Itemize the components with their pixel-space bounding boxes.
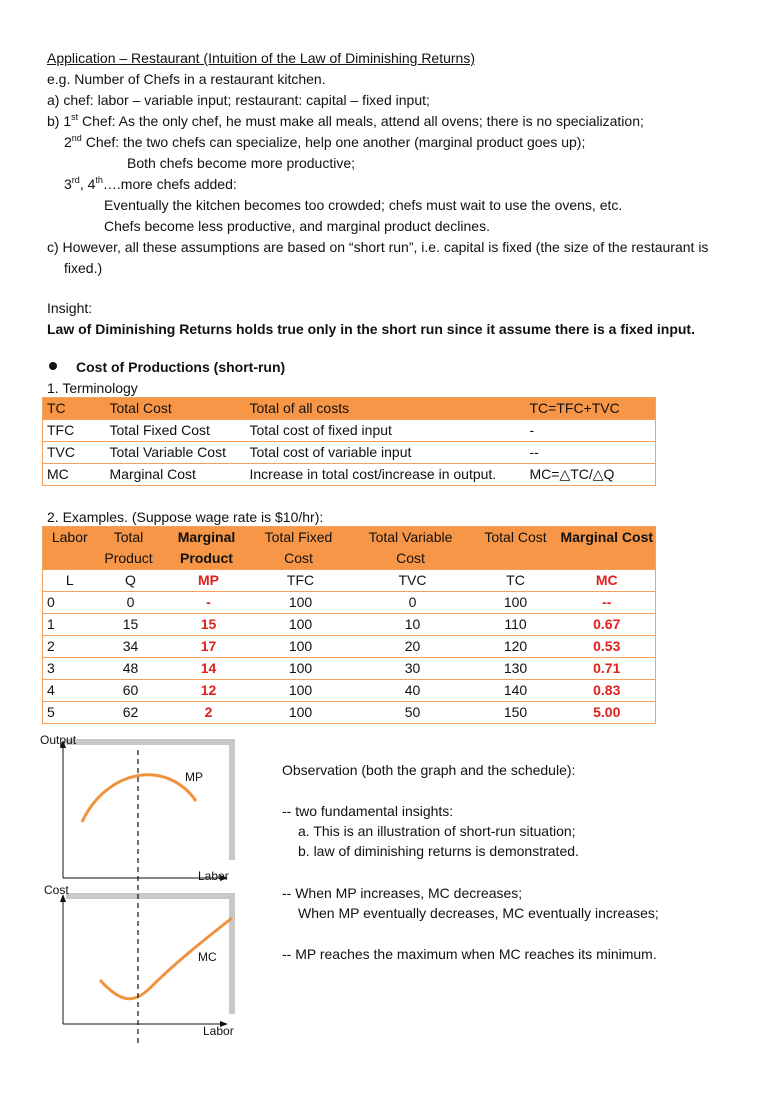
table-cell: Total Variable Cost <box>106 442 246 464</box>
mp-curve-label: MP <box>185 770 203 784</box>
header-total-variable-cost: Total Variable Cost <box>349 527 473 570</box>
table-cell: 140 <box>473 680 555 702</box>
table-cell: 3 <box>43 658 93 680</box>
top-x-label: Labor <box>198 869 229 883</box>
table-cell: MP <box>165 570 249 592</box>
table-row <box>43 636 656 658</box>
table-cell: 120 <box>473 636 555 658</box>
table-row <box>43 658 656 680</box>
table-cell: Total Cost <box>106 398 246 420</box>
text: b) 1 <box>47 113 72 129</box>
text: ….more chefs added: <box>102 176 237 192</box>
example-line: e.g. Number of Chefs in a restaurant kitchen. <box>47 71 326 87</box>
observation-line: -- When MP increases, MC decreases; <box>282 885 523 901</box>
table-header-row <box>43 527 656 570</box>
table-cell: 100 <box>249 614 349 636</box>
table-cell: 40 <box>349 680 473 702</box>
table-cell: MC <box>43 464 106 486</box>
table-row <box>43 442 656 464</box>
header-marginal-cost: Marginal Cost <box>555 527 656 570</box>
text: , 4 <box>79 176 96 192</box>
table-row <box>43 570 656 592</box>
table-cell: TC <box>473 570 555 592</box>
point-a: a) chef: labor – variable input; restaurant: capital – fixed input; <box>47 92 430 108</box>
table-cell: 48 <box>93 658 165 680</box>
table-row <box>43 398 656 420</box>
table-cell: 12 <box>165 680 249 702</box>
observation-line: -- two fundamental insights: <box>282 803 454 819</box>
header-total-cost: Total Cost <box>473 527 555 570</box>
table-row <box>43 614 656 636</box>
observation-line: a. This is an illustration of short-run situation; <box>298 823 576 839</box>
table-cell: Total Fixed Cost <box>106 420 246 442</box>
second-chef-detail: Both chefs become more productive; <box>127 155 356 171</box>
table-cell: - <box>165 592 249 614</box>
table-cell: 4 <box>43 680 93 702</box>
table-cell: -- <box>526 442 656 464</box>
table-row <box>43 420 656 442</box>
table-cell: 100 <box>249 702 349 724</box>
text: Chef: the two chefs can specialize, help one another (marginal product goes up); <box>81 134 586 150</box>
header-total-product: Total Product <box>93 527 165 570</box>
table-cell: 17 <box>165 636 249 658</box>
superscript: th <box>95 175 103 185</box>
insight-text: Law of Diminishing Returns holds true only in the short run since it assume there is a fixed input. <box>47 321 695 337</box>
table-cell: 110 <box>473 614 555 636</box>
table-cell: 60 <box>93 680 165 702</box>
table-cell: 100 <box>249 658 349 680</box>
table-cell: 10 <box>349 614 473 636</box>
table-cell: 50 <box>349 702 473 724</box>
table-cell: TFC <box>43 420 106 442</box>
text: Chef: As the only chef, he must make all meals, attend all ovens; there is no specialization; <box>78 113 644 129</box>
table-cell: - <box>526 420 656 442</box>
table-cell: MC <box>555 570 656 592</box>
table-cell: 2 <box>165 702 249 724</box>
observation-line: -- MP reaches the maximum when MC reaches its minimum. <box>282 946 657 962</box>
cost-section-heading: Cost of Productions (short-run) <box>76 359 286 375</box>
table-cell: 100 <box>249 592 349 614</box>
table-row <box>43 592 656 614</box>
table-cell: 100 <box>249 636 349 658</box>
observation-line: b. law of diminishing returns is demonstrated. <box>298 843 579 859</box>
top-graph-frame <box>66 742 232 860</box>
table-cell: 0.83 <box>555 680 656 702</box>
table-cell: 0 <box>349 592 473 614</box>
point-b-first-chef <box>47 111 644 131</box>
table-cell: 2 <box>43 636 93 658</box>
mp-mc-graphs <box>36 730 246 1050</box>
mc-curve-label: MC <box>198 950 217 964</box>
table-cell: 100 <box>249 680 349 702</box>
table-cell: TC <box>43 398 106 420</box>
text: 3 <box>64 176 72 192</box>
table-cell: TVC <box>349 570 473 592</box>
observation-line: When MP eventually decreases, MC eventually increases; <box>298 905 659 921</box>
table-cell: 0 <box>93 592 165 614</box>
header-labor: Labor <box>43 527 93 570</box>
table-cell: 100 <box>473 592 555 614</box>
point-b-more-chefs <box>64 174 237 194</box>
table-cell: Increase in total cost/increase in output. <box>246 464 526 486</box>
examples-table <box>42 526 656 724</box>
terminology-table <box>42 397 656 486</box>
mp-curve <box>82 775 196 822</box>
table-cell: Total cost of variable input <box>246 442 526 464</box>
table-cell: TVC <box>43 442 106 464</box>
header-marginal-product: Marginal Product <box>165 527 249 570</box>
table-cell: 30 <box>349 658 473 680</box>
table-cell: Q <box>93 570 165 592</box>
table-cell: 15 <box>93 614 165 636</box>
table-cell: 34 <box>93 636 165 658</box>
superscript: nd <box>71 133 82 143</box>
section-heading: Application – Restaurant (Intuition of the Law of Diminishing Returns) <box>47 50 475 66</box>
table-cell: Total cost of fixed input <box>246 420 526 442</box>
table-cell: 0.71 <box>555 658 656 680</box>
table-row <box>43 702 656 724</box>
point-c-line-2: fixed.) <box>64 260 103 276</box>
table-cell: TC=TFC+TVC <box>526 398 656 420</box>
table-cell: 0.67 <box>555 614 656 636</box>
superscript: rd <box>71 175 80 185</box>
table-cell: 20 <box>349 636 473 658</box>
table-cell: 150 <box>473 702 555 724</box>
table-row <box>43 464 656 486</box>
examples-label: 2. Examples. (Suppose wage rate is $10/hr): <box>47 509 324 525</box>
insight-label: Insight: <box>47 300 93 316</box>
table-cell: Marginal Cost <box>106 464 246 486</box>
table-cell: 62 <box>93 702 165 724</box>
table-row <box>43 680 656 702</box>
table-cell: 0 <box>43 592 93 614</box>
table-cell: 15 <box>165 614 249 636</box>
table-cell: 130 <box>473 658 555 680</box>
bottom-x-label: Labor <box>203 1024 234 1038</box>
table-cell: L <box>43 570 93 592</box>
table-cell: 0.53 <box>555 636 656 658</box>
superscript: st <box>71 112 79 122</box>
table-cell: TFC <box>249 570 349 592</box>
header-total-fixed-cost: Total Fixed Cost <box>249 527 349 570</box>
table-cell: 14 <box>165 658 249 680</box>
table-cell: MC=△TC/△Q <box>526 464 656 486</box>
top-y-label: Output <box>40 733 77 747</box>
text: 2 <box>64 134 72 150</box>
more-chefs-detail-2: Chefs become less productive, and marginal product declines. <box>104 218 490 234</box>
point-b-second-chef <box>64 132 585 152</box>
bullet-icon <box>49 362 57 370</box>
table-cell: 1 <box>43 614 93 636</box>
terminology-label: 1. Terminology <box>47 380 138 396</box>
point-c-line-1: c) However, all these assumptions are based on “short run”, i.e. capital is fixed (the size of the restaurant is <box>47 239 709 255</box>
more-chefs-detail-1: Eventually the kitchen becomes too crowded; chefs must wait to use the ovens, etc. <box>104 197 623 213</box>
bottom-y-label: Cost <box>44 883 69 897</box>
table-cell: -- <box>555 592 656 614</box>
table-cell: Total of all costs <box>246 398 526 420</box>
table-cell: 5 <box>43 702 93 724</box>
observation-title: Observation (both the graph and the schedule): <box>282 762 576 778</box>
table-cell: 5.00 <box>555 702 656 724</box>
